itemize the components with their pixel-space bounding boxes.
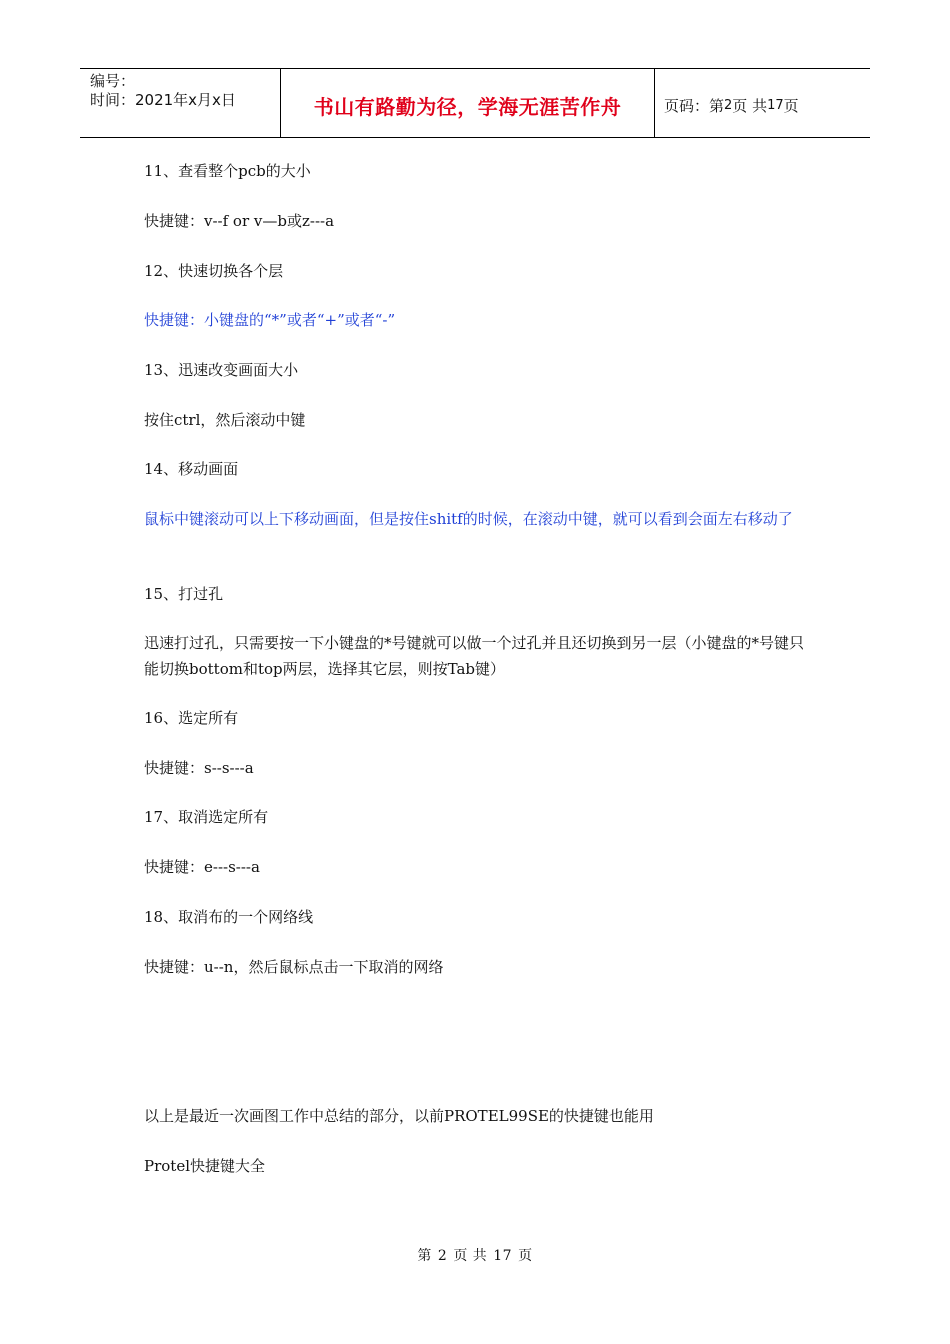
paragraph: 11、查看整个pcb的大小	[144, 162, 311, 180]
paragraph: 鼠标中键滚动可以上下移动画面，但是按住shitf的时候，在滚动中键，就可以看到会面左右移动了	[144, 510, 793, 528]
page-suffix: 页	[783, 96, 799, 115]
paragraph: 17、取消选定所有	[144, 808, 269, 826]
header-page-number	[655, 69, 870, 137]
footer-total: 17	[493, 1248, 513, 1264]
paragraph: 15、打过孔	[144, 585, 224, 603]
footer-prefix: 第	[417, 1248, 432, 1264]
paragraph: 16、选定所有	[144, 709, 239, 727]
footer-suffix: 页	[518, 1248, 533, 1264]
paragraph: 14、移动画面	[144, 460, 239, 478]
paragraph: 以上是最近一次画图工作中总结的部分，以前PROTEL99SE的快捷键也能用	[144, 1107, 654, 1125]
header-meta	[80, 69, 281, 137]
paragraph: 按住ctrl，然后滚动中键	[144, 411, 306, 429]
paragraph: 快捷键：u--n，然后鼠标点击一下取消的网络	[144, 958, 444, 976]
page-mid: 页 共	[732, 96, 768, 115]
footer-mid: 页 共	[453, 1248, 488, 1264]
motto: 书山有路勤为径，学海无涯苦作舟	[313, 94, 622, 119]
time-label: 时间：2021年x月x日	[90, 91, 236, 109]
page-current: 2	[724, 97, 733, 113]
paragraph: 快捷键：e---s---a	[144, 858, 260, 876]
paragraph: 13、迅速改变画面大小	[144, 361, 299, 379]
number-label: 编号：	[90, 72, 136, 90]
page-footer	[0, 1245, 950, 1265]
header-motto-cell	[281, 69, 655, 137]
paragraph: 快捷键：小键盘的“*”或者“+”或者“-”	[144, 311, 396, 329]
paragraph: 快捷键：s--s---a	[144, 759, 254, 777]
page-prefix: 页码：第	[664, 96, 725, 115]
page-total: 17	[767, 97, 784, 113]
paragraph: 快捷键：v--f or v—b或z---a	[144, 212, 335, 230]
page-header	[80, 68, 870, 138]
paragraph: 迅速打过孔，只需要按一下小键盘的*号键就可以做一个过孔并且还切换到另一层（小键盘的*号键只能切换bottom和top两层，选择其它层，则按Tab键）	[144, 634, 805, 678]
paragraph: Protel快捷键大全	[144, 1157, 265, 1175]
paragraph: 18、取消布的一个网络线	[144, 908, 314, 926]
paragraph: 12、快速切换各个层	[144, 262, 284, 280]
footer-current: 2	[437, 1248, 448, 1264]
